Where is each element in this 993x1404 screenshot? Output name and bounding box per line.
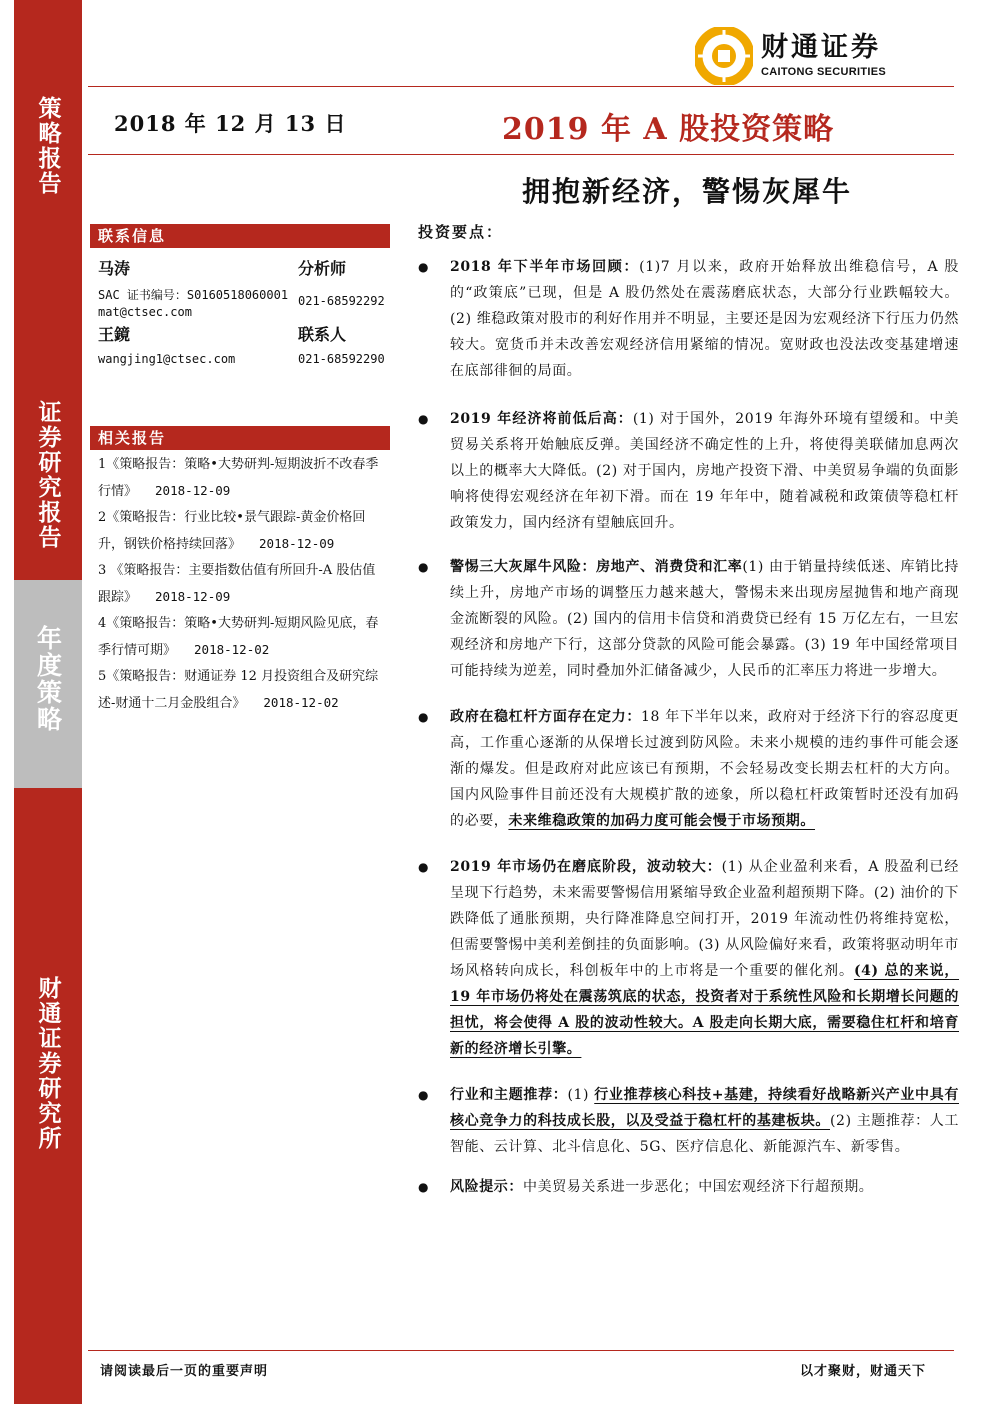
footer-rule: [88, 1350, 954, 1351]
footer-disclaimer-note[interactable]: 请阅读最后一页的重要声明: [100, 1364, 269, 1379]
key-point-body: (1) 对于国外，2019 年海外环境有望缓和。中美贸易关系将开始触底反弹。美国经济不确定性的上升，将使得美联储加息两次以上的概率大大降低。(2) 对于国内，房地产投资下滑、中美贸易争端的负面影响将使得宏观经济在年初下滑。而在 19 年年中，随着减税和政策债等稳杠杆政策发力，国内经济有望触底回升。: [450, 411, 959, 531]
key-points-list: [414, 254, 959, 1200]
logo-english-name: CAITONG SECURITIES: [761, 65, 886, 78]
key-point-risk-warning: [414, 1174, 959, 1200]
key-point-leverage-policy: [414, 704, 959, 834]
header-rule-top: [88, 86, 954, 87]
report-title: 2019 年 A 股投资策略: [502, 112, 835, 147]
contact-person-role: 联系人: [298, 325, 347, 344]
key-point-highlight: (4) 总的来说，19 年市场仍将处在震荡筑底的状态，投资者对于系统性风险和长期增长问题的担忧，将会使得 A 股的波动性较大。A 股走向长期大底，需要稳住杠杆和培育新的经济增长引擎。: [450, 963, 960, 1057]
band-category-label: 证券研究报告: [34, 400, 62, 550]
contact-person-name: 王鏡: [98, 325, 131, 344]
analyst-name: 马涛: [98, 259, 131, 278]
related-report-item[interactable]: [98, 505, 388, 558]
related-report-title: 1《策略报告：策略•大势研判-短期波折不改春季行情》: [98, 457, 379, 499]
contact-person-phone: 021-68592290: [298, 352, 385, 366]
key-points-heading: 投资要点：: [418, 223, 504, 241]
related-report-item[interactable]: [98, 611, 388, 664]
key-point-highlight: 未来维稳政策的加码力度可能会慢于市场预期。: [508, 813, 816, 829]
band-subtype-label: 年度策略: [33, 625, 63, 733]
key-point-body: 中美贸易关系进一步恶化；中国宏观经济下行超预期。: [523, 1179, 874, 1195]
related-report-date: 2018-12-02: [263, 695, 339, 710]
report-date: 2018 年 12 月 13 日: [114, 111, 347, 136]
key-point-heading: 2019 年市场仍在磨底阶段，波动较大：: [450, 859, 722, 875]
key-point-heading: 风险提示：: [450, 1179, 523, 1195]
related-report-title: 4《策略报告：策略•大势研判-短期风险见底，春季行情可期》: [98, 616, 379, 658]
key-point-gray-rhino-risks: [414, 554, 959, 684]
band-institute-label: 财通证券研究所: [34, 976, 62, 1151]
key-point-heading: 2019 年经济将前低后高：: [450, 411, 633, 427]
band-report-type: [14, 0, 82, 380]
related-report-title: 5《策略报告：财通证券 12 月投资组合及研究综述-财通十二月金股组合》: [98, 669, 379, 711]
analyst-sac-number: SAC 证书编号：S0160518060001: [98, 288, 289, 302]
left-band: [14, 0, 82, 1404]
related-reports-list: [98, 452, 388, 717]
key-point-body: (1) 从企业盈利来看，A 股盈利已经呈现下行趋势，未来需要警惕信用紧缩导致企业盈利超预期下降。(2) 油价的下跌降低了通胀预期，央行降准降息空间打开，2019 年流动性仍将维持宽松，但需要警惕中美利差倒挂的负面影响。(3) 从风险偏好来看，政策将驱动明年市场风格转向成长，科创板年中的上市将是一个重要的催化剂。: [450, 859, 959, 979]
key-point-recommendations: [414, 1082, 959, 1160]
analyst-email[interactable]: mat@ctsec.com: [98, 305, 192, 319]
company-logo: [695, 27, 886, 85]
related-report-date: 2018-12-09: [259, 536, 335, 551]
header-rule-bottom: [88, 154, 954, 155]
band-category: [14, 380, 82, 580]
key-point-highlight: 行业推荐核心科技+基建，持续看好战略新兴产业中具有核心竞争力的科技成长股，以及受益于稳杠杆的基建板块。: [450, 1087, 959, 1129]
key-point-market-review: [414, 254, 959, 384]
key-point-heading: 警惕三大灰犀牛风险：房地产、消费贷和汇率: [450, 559, 743, 575]
band-subtype: [14, 580, 82, 788]
related-reports-heading: 相关报告: [90, 426, 390, 450]
band-institute: [14, 788, 82, 1404]
related-report-title: 2《策略报告：行业比较•景气跟踪-黄金价格回升，钢铁价格持续回落》: [98, 510, 366, 552]
contact-heading: 联系信息: [90, 224, 390, 248]
key-point-body: 18 年下半年以来，政府对于经济下行的容忍度更高，工作重心逐渐的从保增长过渡到防风险。未来小规模的违约事件可能会逐渐的爆发。但是政府对此应该已有预期，不会轻易改变长期去杠杆的大方向。国内风险事件目前还没有大规模扩散的迹象，所以稳杠杆政策暂时还没有加码的必要，: [450, 709, 959, 829]
related-report-title: 3 《策略报告：主要指数估值有所回升-A 股估值跟踪》: [98, 563, 376, 605]
coin-logo-icon: [695, 27, 753, 85]
related-report-date: 2018-12-09: [155, 483, 231, 498]
related-report-item[interactable]: [98, 558, 388, 611]
key-point-body-prefix: (1): [567, 1087, 595, 1103]
analyst-phone: 021-68592292: [298, 294, 385, 308]
key-point-body: (1)7 月以来，政府开始释放出维稳信号，A 股的“政策底”已现，但是 A 股仍然处在震荡磨底状态，大部分行业跌幅较大。(2) 维稳政策对股市的利好作用并不明显，主要还是因为宏观经济下行压力仍然较大。宽货币并未改善宏观经济信用紧缩的情况。宽财政也没法改变基建增速在底部徘徊的局面。: [450, 259, 959, 379]
band-report-type-label: 策略报告: [34, 96, 62, 196]
analyst-role: 分析师: [298, 259, 347, 278]
key-point-market-bottoming: [414, 854, 959, 1062]
related-report-date: 2018-12-02: [194, 642, 270, 657]
report-subtitle: 拥抱新经济，警惕灰犀牛: [522, 175, 853, 208]
related-report-item[interactable]: [98, 452, 388, 505]
key-point-body: (2) 主题推荐：人工智能、云计算、北斗信息化、5G、医疗信息化、新能源汽车、新零售。: [450, 1113, 959, 1155]
key-point-economy-outlook: [414, 406, 959, 536]
footer-slogan: 以才聚财，财通天下: [800, 1364, 927, 1379]
related-report-date: 2018-12-09: [155, 589, 231, 604]
logo-chinese-name: 财通证券: [761, 32, 881, 64]
key-point-heading: 行业和主题推荐：: [450, 1087, 568, 1103]
related-report-item[interactable]: [98, 664, 388, 717]
contact-person-email[interactable]: wangjing1@ctsec.com: [98, 352, 236, 366]
key-point-heading: 2018 年下半年市场回顾：: [450, 259, 640, 275]
key-point-body: (1) 由于销量持续低迷、库销比持续上升，房地产市场的调整压力越来越大，警惕未来出现房屋抛售和地产商现金流断裂的风险。(2) 国内的信用卡信贷和消费贷已经有 15 万亿左右，一旦宏观经济和房地产下行，这部分贷款的风险可能会暴露。(3) 19 年中国经常项目可能持续为逆差，同时叠加外汇储备减少，人民币的汇率压力将进一步增大。: [450, 559, 959, 679]
key-point-heading: 政府在稳杠杆方面存在定力：: [450, 709, 642, 725]
